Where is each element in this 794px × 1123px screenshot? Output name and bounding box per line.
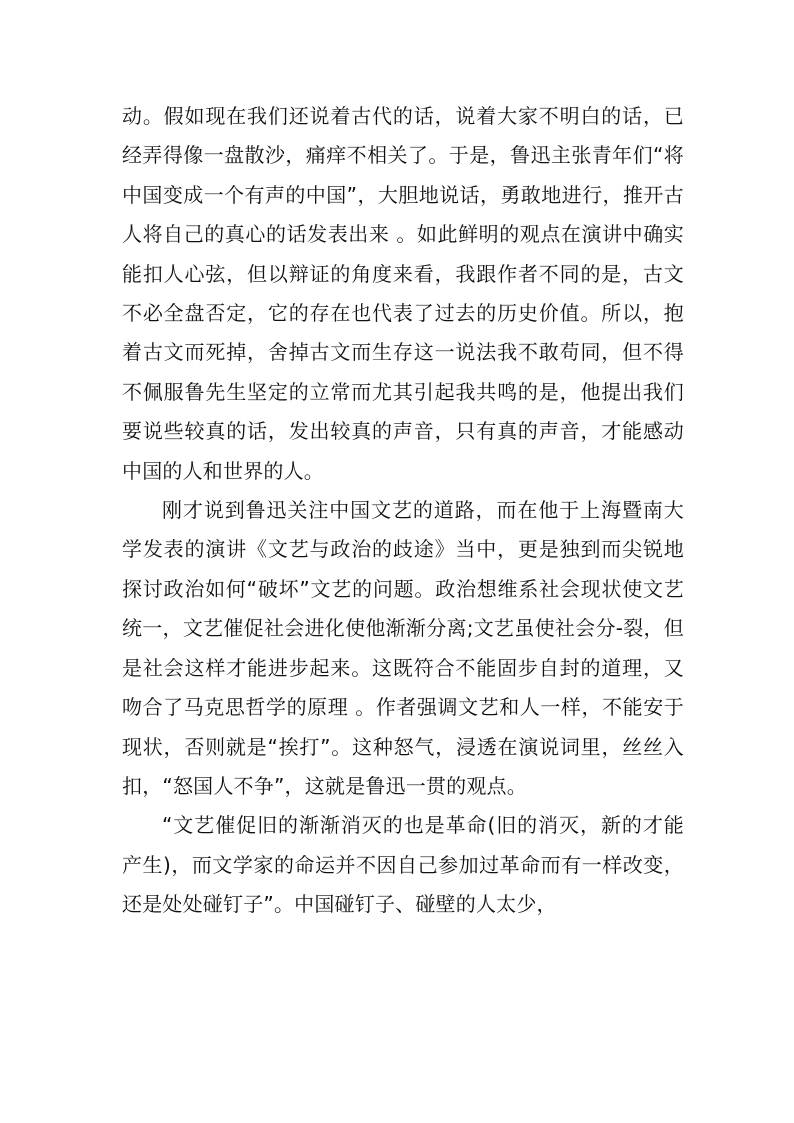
paragraph-literary-politics: 刚才说到鲁迅关注中国文艺的道路，而在他于上海暨南大学发表的演讲《文艺与政治的歧途》当中，更是独到而尖锐地探讨政治如何“破坏”文艺的问题。政治想维系社会现状使文艺统一，文艺催促社会进化使他渐渐分离;文艺虽使社会分-裂，但是社会这样才能进步起来。这既符合不能固步自封的道理，又吻合了马克思哲学的原理 。作者强调文艺和人一样，不能安于现状，否则就是“挨打”。这种怒气，浸透在演说词里，丝丝入扣，“怒国人不争”，这就是鲁迅一贯的观点。 — [122, 498, 684, 798]
document-body — [122, 97, 684, 925]
paragraph-revolution-quote: “文艺催促旧的渐渐消灭的也是革命(旧的消灭，新的才能产生)，而文学家的命运并不因自己参加过革命而有一样改变，还是处处碰钉子”。中国碰钉子、碰壁的人太少， — [122, 813, 684, 917]
paragraph-continuation: 动。假如现在我们还说着古代的话，说着大家不明白的话，已经弄得像一盘散沙，痛痒不相关了。于是，鲁迅主张青年们“将中国变成一个有声的中国”，大胆地说话，勇敢地进行，推开古人将自己的真心的话发表出来 。如此鲜明的观点在演讲中确实能扣人心弦，但以辩证的角度来看，我跟作者不同的是，古文不必全盘否定，它的存在也代表了过去的历史价值。所以，抱着古文而死掉，舍掉古文而生存这一说法我不敢苟同，但不得不佩服鲁先生坚定的立常而尤其引起我共鸣的是，他提出我们要说些较真的话，发出较真的声音，只有真的声音，才能感动中国的人和世界的人。 — [122, 104, 684, 483]
